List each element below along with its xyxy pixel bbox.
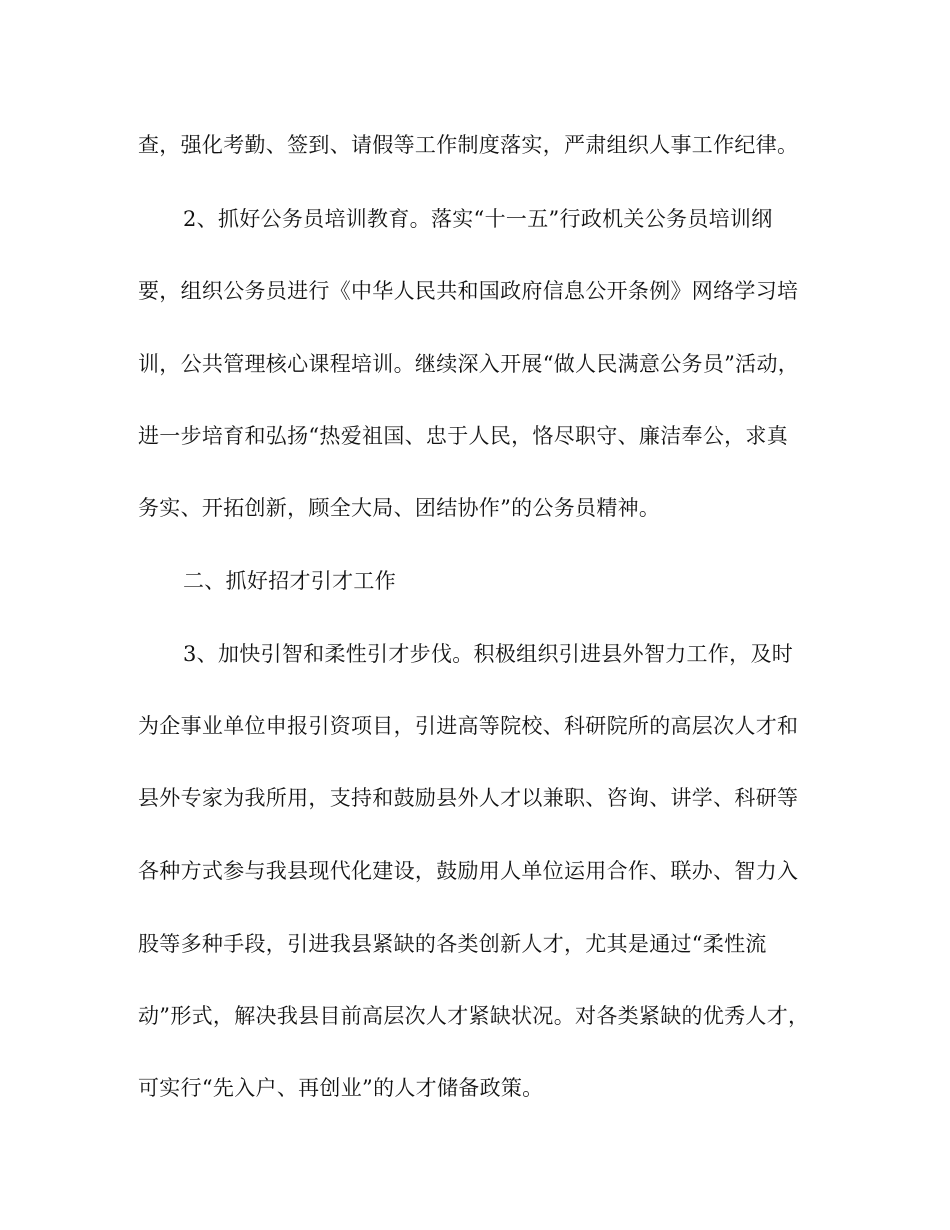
text-line: 股等多种手段，引进我县紧缺的各类创新人才，尤其是通过“柔性流 — [138, 932, 767, 956]
text-line: 各种方式参与我县现代化建设，鼓励用人单位运用合作、联办、智力入 — [138, 859, 799, 883]
text-line: 务实、开拓创新，顾全大局、团结协作”的公务员精神。 — [138, 496, 661, 520]
text-line: 要，组织公务员进行《中华人民共和国政府信息公开条例》网络学习培 — [138, 279, 799, 303]
text-line: 进一步培育和弘扬“热爱祖国、忠于人民，恪尽职守、廉洁奉公，求真 — [138, 424, 789, 448]
text-line: 县外专家为我所用，支持和鼓励县外人才以兼职、咨询、讲学、科研等 — [138, 786, 799, 810]
text-line: 训，公共管理核心课程培训。继续深入开展“做人民满意公务员”活动， — [138, 352, 800, 376]
text-line: 可实行“先入户、再创业”的人才储备政策。 — [138, 1076, 544, 1100]
text-line: 2、抓好公务员培训教育。落实“十一五”行政机关公务员培训纲 — [183, 207, 773, 231]
section-heading: 二、抓好招才引才工作 — [183, 569, 396, 593]
text-line: 为企事业单位申报引资项目，引进高等院校、科研院所的高层次人才和 — [138, 714, 799, 738]
text-line: 查，强化考勤、签到、请假等工作制度落实，严肃组织人事工作纪律。 — [138, 133, 799, 157]
text-line: 动”形式，解决我县目前高层次人才紧缺状况。对各类紧缺的优秀人才， — [138, 1004, 810, 1028]
text-line: 3、加快引智和柔性引才步伐。积极组织引进县外智力工作，及时 — [183, 642, 794, 666]
